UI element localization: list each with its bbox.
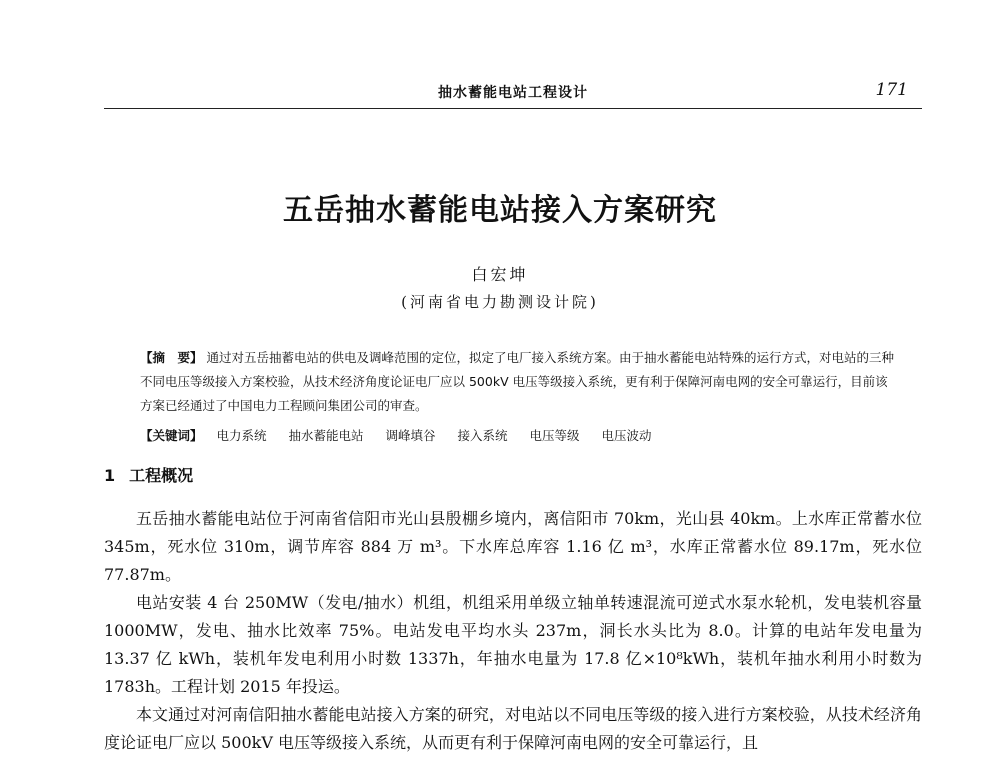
keyword: 调峰填谷 — [385, 428, 436, 443]
paper-title: 五岳抽水蓄能电站接入方案研究 — [283, 193, 717, 228]
keyword: 电力系统 — [216, 428, 267, 443]
paragraph: 五岳抽水蓄能电站位于河南省信阳市光山县殷棚乡境内，离信阳市 70km，光山县 40km。上水库正常蓄水位 345m，死水位 310m，调节库容 884 万 m³。下水库总库容 1.16 亿 m³，水库正常蓄水位 89.17m，死水位 77.87m。 — [104, 509, 922, 584]
running-header — [104, 80, 922, 109]
keyword: 接入系统 — [457, 428, 508, 443]
affiliation: (河南省电力勘测设计院) — [401, 293, 599, 311]
page-number: 171 — [875, 80, 908, 100]
abstract-text: 通过对五岳抽蓄电站的供电及调峰范围的定位，拟定了电厂接入系统方案。由于抽水蓄能电站特殊的运行方式，对电站的三种不同电压等级接入方案校验，从技术经济角度论证电厂应以 500kV 电压等级接入系统，更有利于保障河南电网的安全可靠运行，目前该方案已经通过了中国电力工程顾问集团公司的审查。 — [140, 350, 895, 413]
keyword: 抽水蓄能电站 — [288, 428, 364, 443]
paragraph: 电站安装 4 台 250MW（发电/抽水）机组，机组采用单级立轴单转速混流可逆式水泵水轮机，发电装机容量 1000MW，发电、抽水比效率 75%。电站发电平均水头 237m，洞长水头比为 8.0。计算的电站年发电量为 13.37 亿 kWh，装机年发电利用小时数 1337h，年抽水电量为 17.8 亿×10⁸kWh，装机年抽水利用小时数为 1783h。工程计划 2015 年投运。 — [104, 593, 922, 696]
keyword: 电压波动 — [601, 428, 652, 443]
paragraph: 本文通过对河南信阳抽水蓄能电站接入方案的研究，对电站以不同电压等级的接入进行方案校验，从技术经济角度论证电厂应以 500kV 电压等级接入系统，从而更有利于保障河南电网的安全可靠运行，且 — [104, 705, 922, 752]
abstract-label: 【摘 要】 — [140, 350, 203, 365]
running-title: 抽水蓄能电站工程设计 — [438, 85, 588, 101]
keywords — [140, 426, 900, 444]
section-heading — [104, 463, 193, 486]
keyword: 电压等级 — [529, 428, 580, 443]
section-number: 1 — [104, 466, 116, 485]
abstract — [140, 346, 900, 418]
keywords-label: 【关键词】 — [140, 428, 203, 443]
author: 白宏坤 — [471, 265, 529, 284]
section-body — [104, 505, 922, 757]
section-title: 工程概况 — [129, 466, 194, 485]
